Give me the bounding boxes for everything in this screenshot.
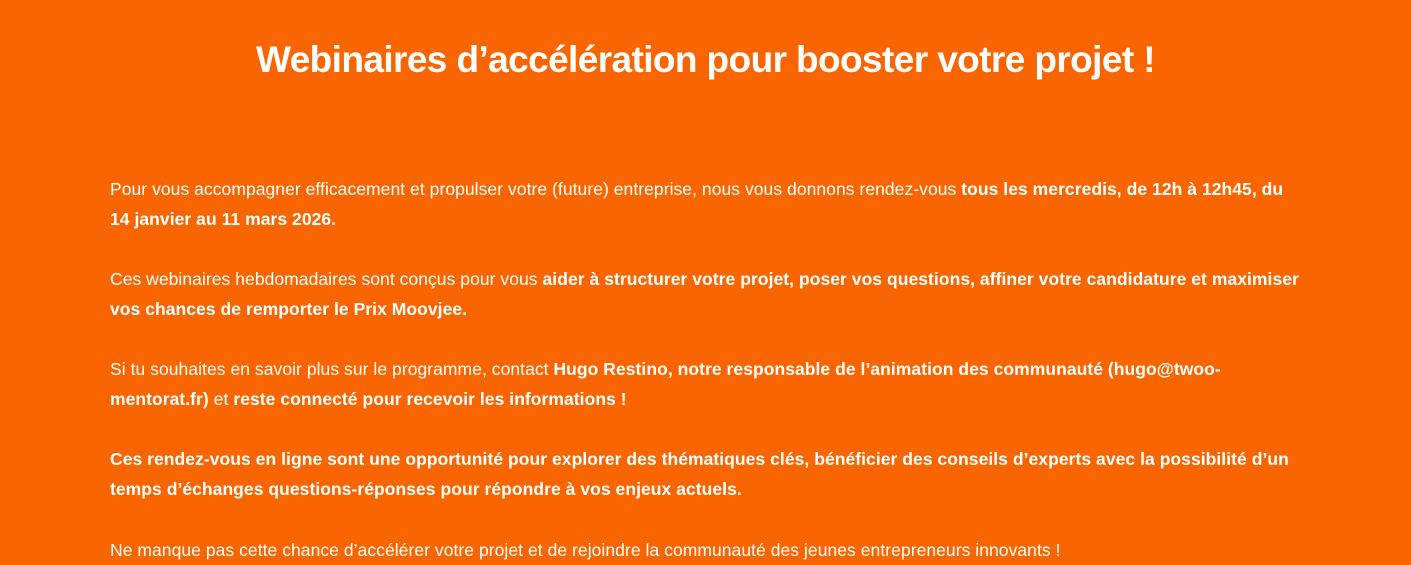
paragraph-3 [110, 354, 1299, 414]
webinar-announcement-page [0, 25, 1411, 560]
paragraph-2 [110, 264, 1299, 324]
para-2-segment-1: Ces webinaires hebdomadaires sont conçus pour vous [110, 269, 543, 289]
paragraph-1 [110, 174, 1299, 234]
page-title: Webinaires d’accélération pour booster votre projet ! [256, 38, 1155, 80]
para-3-segment-2: Hugo Restino, notre responsable de l’animation des communauté (hugo@twoo-mentorat.fr) [110, 359, 1221, 410]
para-4-segment-1: Ces rendez-vous en ligne sont une opportunité pour explorer des thématiques clés, bénéficier des conseils d’experts avec la possibilité d’un temps d’échanges questions-réponses pour répondre à vos enjeux actuels. [110, 449, 1289, 500]
para-3-segment-4: reste connecté pour recevoir les informations ! [233, 389, 627, 410]
para-1-segment-2: tous les mercredis, de 12h à 12h45, du 14 janvier au 11 mars 2026. [110, 178, 1284, 229]
para-2-segment-2: aider à structurer votre projet, poser vos questions, affiner votre candidature et maximiser vos chances de remporter le Prix Moovjee. [110, 269, 1299, 320]
paragraph-4 [110, 444, 1299, 504]
paragraph-5 [110, 535, 1299, 565]
para-5-segment-1: Ne manque pas cette chance d’accélérer votre projet et de rejoindre la communauté des jeunes entrepreneurs innovants ! [110, 539, 1061, 560]
body-content [0, 108, 1411, 565]
para-3-segment-1: Si tu souhaites en savoir plus sur le programme, contact [110, 359, 554, 380]
para-1-segment-1: Pour vous accompagner efficacement et propulser votre (future) entreprise, nous vous donnons rendez-vous [110, 178, 962, 199]
para-3-segment-3: et [208, 389, 234, 410]
